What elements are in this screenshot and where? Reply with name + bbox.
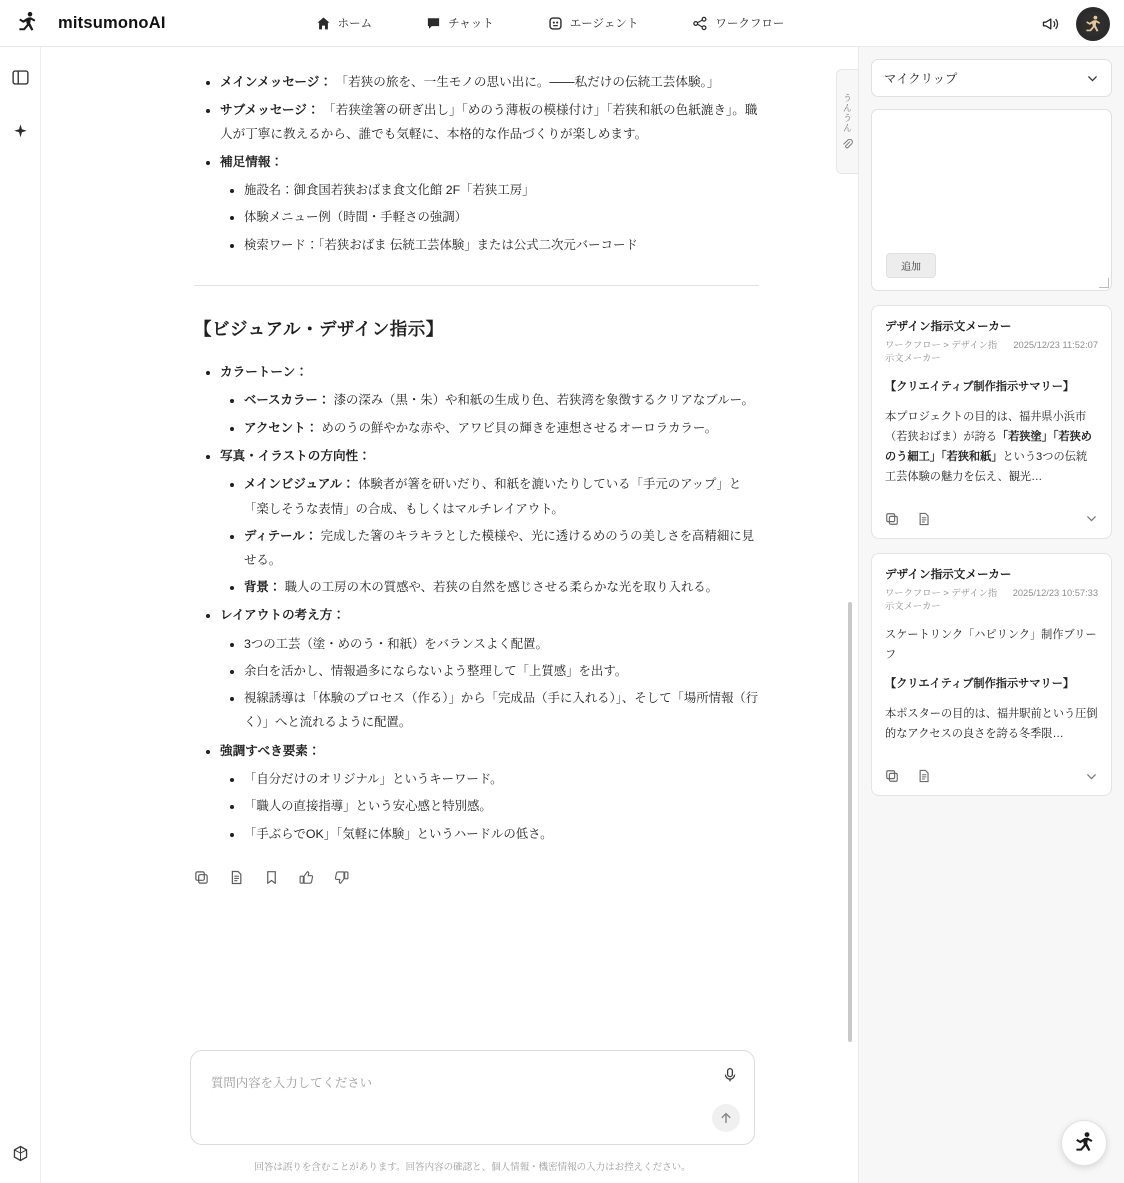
main-nav (316, 15, 785, 31)
home-icon (316, 16, 331, 31)
assistant-message (194, 70, 759, 885)
side-panel-tab[interactable] (836, 69, 858, 174)
group-label: 強調すべき要素： (220, 743, 321, 758)
avatar[interactable] (1076, 7, 1110, 41)
group-label: カラートーン： (220, 364, 308, 379)
nav-label-home: ホーム (337, 18, 373, 30)
list-item: • 「職人の直接指導」という安心感と特別感。 (244, 794, 759, 818)
item-label: メインビジュアル： (244, 477, 355, 492)
list-item (220, 150, 759, 257)
clip-card-path: ワークフロー > デザイン指示文メーカー (885, 340, 998, 364)
list-item (244, 575, 759, 599)
section-heading: 【ビジュアル・デザイン指示】 (194, 318, 444, 339)
bookmark-icon[interactable] (264, 870, 279, 885)
assistant-fab[interactable] (1061, 1120, 1107, 1166)
copy-icon[interactable] (885, 769, 899, 783)
chevron-down-icon[interactable] (1085, 512, 1098, 525)
clip-card-title: デザイン指示文メーカー (885, 320, 1012, 333)
item-label: ディテール： (244, 528, 318, 543)
clip-card-excerpt: 本ポスターの目的は、福井駅前という圧倒的なアクセスの良さを誇る冬季限… (885, 708, 1098, 741)
extensions-icon[interactable] (0, 1131, 41, 1175)
clip-card-title: デザイン指示文メーカー (885, 567, 1012, 581)
clip-panel (859, 47, 1124, 1183)
clip-select-value: マイクリップ (884, 72, 958, 86)
nav-label-workflow: ワークフロー (715, 18, 785, 30)
clip-card-body (885, 378, 1098, 498)
top-bar-right (1040, 0, 1110, 47)
list-item (244, 524, 759, 572)
top-bar (0, 0, 1124, 47)
list-item: • 「手ぶらでOK」「気軽に体験」というハードルの低さ。 (244, 822, 759, 846)
clip-card-heading: 【クリエイティブ制作指示サマリー】 (885, 678, 1075, 691)
message-top-list (194, 70, 759, 257)
list-item (220, 360, 759, 440)
nav-item-chat[interactable] (426, 15, 494, 31)
clip-card-time: 2025/12/23 11:52:07 (1013, 340, 1098, 350)
supplement-list (220, 178, 759, 257)
list-item (244, 416, 759, 440)
attachment-icon (842, 139, 853, 150)
item-label: ベースカラー： (244, 393, 331, 408)
bullet-label: サブメッセージ： (220, 102, 320, 117)
clip-card-meta (885, 587, 1098, 614)
list-item: • 余白を活かし、情報過多にならないよう整理して「上質感」を出す。 (244, 659, 759, 683)
list-item (244, 472, 759, 520)
bullet-label: メインメッセージ： (220, 75, 332, 89)
composer-placeholder: 質問内容を入力してください (211, 1076, 373, 1090)
nav-label-agent: エージェント (569, 18, 639, 30)
clip-card-path: ワークフロー > デザイン指示文メーカー (885, 587, 998, 612)
item-text: 体験者が箸を研いだり、和紙を漉いたりしている「手元のアップ」と「楽しそうな表情」の合成、もしくはマルチレイアウト。 (244, 477, 742, 516)
group-items (220, 388, 759, 439)
list-item: • 3つの工芸（塗・めのう・和紙）をバランスよく配置。 (244, 632, 759, 656)
item-text: 漆の深み（黒・朱）や和紙の生成り色、若狭湾を象徴するクリアなブルー。 (333, 393, 754, 408)
thumbs-up-icon[interactable] (299, 870, 314, 885)
agent-icon (548, 16, 563, 31)
chat-icon (426, 16, 441, 31)
brand-name: mitsumonoAI (58, 13, 166, 32)
clip-card-body (885, 626, 1098, 756)
clip-textarea[interactable] (871, 109, 1112, 291)
group-label: 写真・イラストの方向性： (220, 448, 371, 463)
side-panel-tab-label: うんうん (842, 93, 852, 133)
item-text: 職人の工房の木の質感や、若狭の自然を感じさせる柔らかな光を取り入れる。 (284, 580, 719, 595)
brand-logo-icon[interactable] (6, 10, 48, 36)
bullet-text: 「若狭塗箸の研ぎ出し」「めのう薄板の模様付け」「若狭和紙の色紙漉き」。職人が丁寧に教えるから、誰でも気軽に、本格的な作品づくりが楽しめます。 (220, 102, 758, 142)
message-composer[interactable] (190, 1050, 755, 1145)
group-label: レイアウトの考え方： (220, 608, 345, 623)
item-label: 背景： (244, 580, 282, 595)
clip-card-actions (885, 508, 1098, 530)
thumbs-down-icon[interactable] (334, 870, 349, 885)
item-label: アクセント： (244, 420, 318, 435)
list-item (220, 70, 759, 95)
clip-card[interactable] (871, 553, 1112, 797)
clip-card-excerpt: 本プロジェクトの目的は、福井県小浜市（若狭おばま）が誇る「若狭塗」「若狭めのう細工」「若狭和紙」という3つの伝統工芸体験の魅力を伝え、観光… (885, 410, 1092, 483)
left-rail (0, 47, 41, 1183)
copy-icon[interactable] (194, 870, 209, 885)
composer-disclaimer: 回答は誤りを含むことがあります。回答内容の確認と、個人情報・機密情報の入力はお控えください。 (254, 1162, 691, 1173)
design-groups-list (194, 360, 759, 846)
clip-select[interactable] (871, 59, 1112, 97)
list-item (220, 444, 759, 599)
document-icon[interactable] (917, 769, 931, 783)
workflow-icon (692, 16, 708, 31)
nav-item-agent[interactable] (548, 15, 639, 31)
bullet-text: 「若狭の旅を、一生モノの思い出に。――私だけの伝統工芸体験。」 (335, 75, 720, 89)
clip-add-button[interactable]: 追加 (886, 253, 936, 278)
send-button[interactable] (712, 1104, 740, 1132)
list-item: • 視線誘導は「体験のプロセス（作る）」から「完成品（手に入れる）」、そして「場所情報（行く）」へと流れるように配置。 (244, 686, 759, 734)
megaphone-icon[interactable] (1040, 14, 1060, 34)
list-item (244, 388, 759, 412)
nav-item-workflow[interactable] (692, 15, 784, 31)
list-item: • 体験メニュー例（時間・手軽さの強調） (244, 205, 759, 229)
item-text: めのうの鮮やかな赤や、アワビ貝の輝きを連想させるオーロラカラー。 (321, 420, 718, 435)
list-item (220, 739, 759, 846)
clip-card-heading: 【クリエイティブ制作指示サマリー】 (885, 380, 1075, 393)
group-items (220, 767, 759, 846)
item-text: 完成した箸のキラキラとした模様や、光に透けるめのうの美しさを高精細に見せる。 (244, 528, 754, 567)
resize-handle[interactable] (1099, 278, 1109, 288)
document-icon[interactable] (229, 870, 244, 885)
conversation-pane (41, 47, 859, 1183)
group-items (220, 632, 759, 735)
clip-card-actions (885, 765, 1098, 787)
clip-card-meta (885, 339, 1098, 366)
list-item: • 「自分だけのオリジナル」というキーワード。 (244, 767, 759, 791)
message-actions (194, 870, 759, 885)
conversation-scrollbar[interactable] (848, 602, 852, 1042)
group-items (220, 472, 759, 599)
left-rail-bottom (0, 1131, 41, 1175)
bullet-label: 補足情報： (220, 154, 283, 169)
divider (194, 285, 759, 286)
list-item (220, 98, 759, 147)
clip-card-time: 2025/12/23 10:57:33 (1012, 587, 1098, 598)
microphone-icon[interactable] (722, 1067, 738, 1083)
list-item: • 検索ワード：「若狭おばま 伝統工芸体験」または公式二次元バーコード (244, 233, 759, 257)
nav-item-home[interactable] (316, 15, 373, 31)
clip-card-subtitle: スケートリンク「ハピリンク」制作ブリーフ (885, 628, 1097, 661)
document-icon[interactable] (917, 512, 931, 526)
list-item (220, 603, 759, 734)
nav-label-chat: チャット (448, 18, 494, 30)
chevron-down-icon[interactable] (1085, 770, 1098, 783)
chevron-down-icon (1086, 72, 1099, 85)
list-item: • 施設名：御食国若狭おばま食文化館 2F「若狭工房」 (244, 178, 759, 202)
clip-card[interactable] (871, 305, 1112, 539)
copy-icon[interactable] (885, 512, 899, 526)
sparkle-icon[interactable] (0, 109, 41, 153)
toggle-sidebar-icon[interactable] (0, 55, 41, 99)
